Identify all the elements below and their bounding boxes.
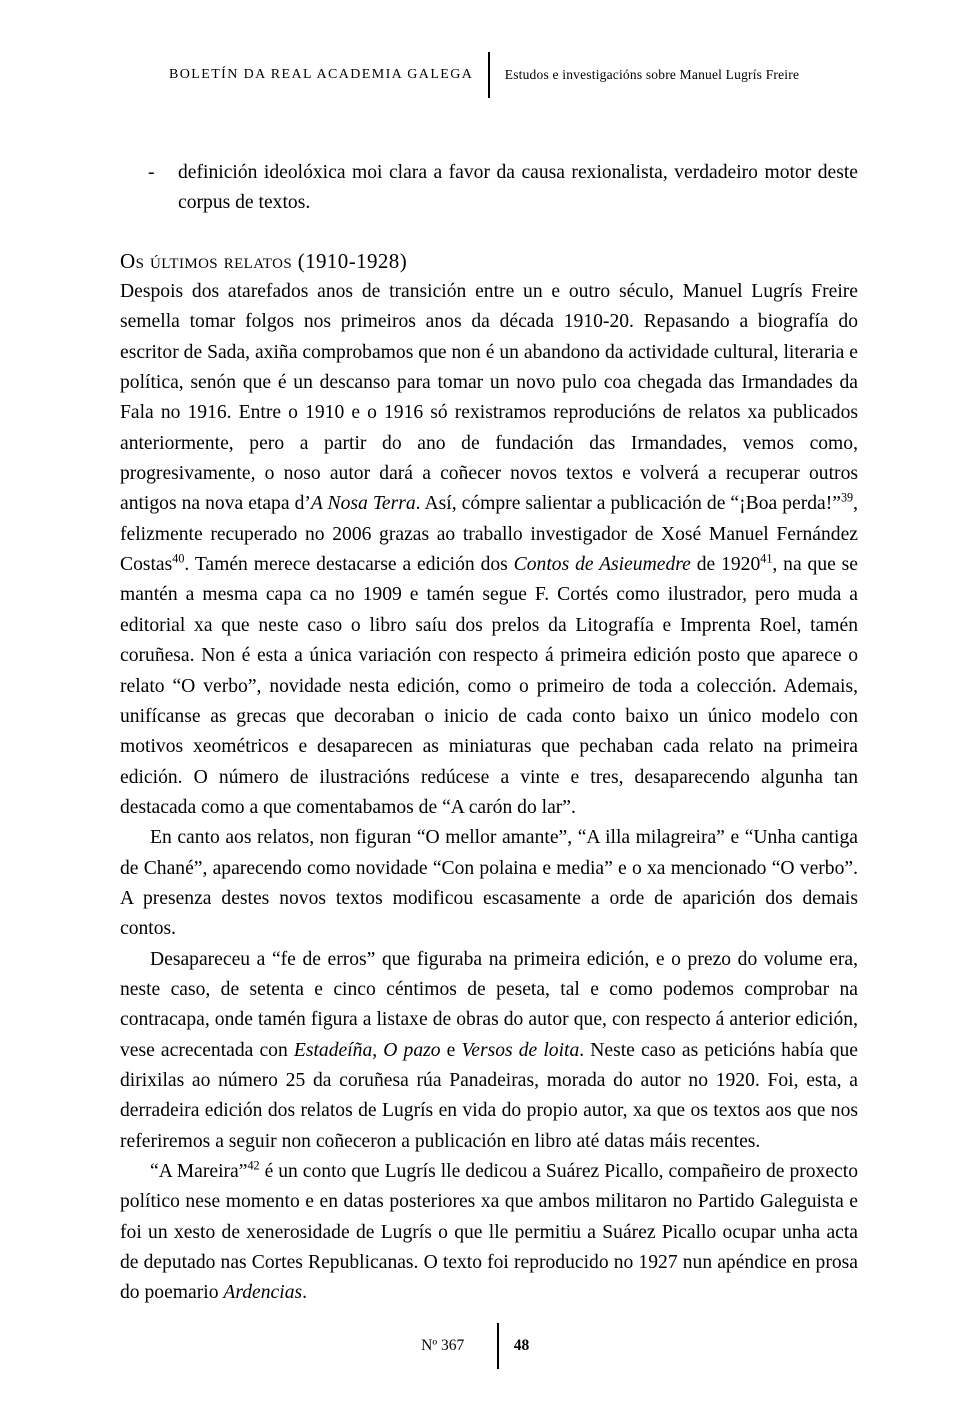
- text-segment: Ardencias: [223, 1282, 303, 1304]
- text-segment: Estadeíña: [293, 1039, 373, 1061]
- text-segment: O pazo: [383, 1039, 441, 1061]
- text-segment: Versos de loita: [461, 1039, 580, 1061]
- page-header: [120, 52, 858, 98]
- text-segment: , felizmente recuperado no 2006 grazas ao traballo investigador de Xosé Manuel Fernández Costas: [120, 493, 858, 576]
- footnote-ref: 41: [760, 551, 773, 566]
- text-segment: Contos de Asieumedre: [513, 554, 691, 576]
- text-segment: En canto aos relatos, non figuran “O mellor amante”, “A illa milagreira” e “Unha cantiga de Chané”, aparecendo como novidade “Con polaina e media” e o xa mencionado “O verbo”. A presenza destes novos textos modificou escasamente a orde de aparición dos demais contos.: [120, 827, 858, 940]
- text-segment: .: [302, 1282, 308, 1304]
- list-item: [120, 158, 858, 219]
- text-segment: e: [440, 1039, 462, 1061]
- section-title: Estudos e investigacións sobre Manuel Lugrís Freire: [504, 67, 800, 82]
- list-item-text: [178, 158, 858, 219]
- text-segment: ,: [372, 1039, 384, 1061]
- text-segment: . Neste caso as peticións había que dirixilas ao número 25 da coruñesa rúa Panadeiras, morada do autor no 1920. Foi, esta, a derradeira edición dos relatos de Lugrís en vida do propio autor, xa que os textos aos que nos referiremos a seguir non coñeceron a publicación en libro até datas máis recentes.: [120, 1039, 859, 1152]
- text-segment: A Nosa Terra: [310, 493, 416, 515]
- text-segment: é un conto que Lugrís lle dedicou a Suárez Picallo, compañeiro de proxecto político nese momento e en datas posteriores xa que ambos militaron no Partido Galeguista e foi un xesto de xenerosidade de Lugrís o que lle permitiu a Suárez Picallo ocupar unha acta de deputado nas Cortes Republicanas. O texto foi reproducido no 1927 nun apéndice en prosa do poemario: [120, 1161, 858, 1304]
- paragraph: [120, 945, 858, 1157]
- text-segment: . Así, cómpre salientar a publicación de “¡Boa perda!”: [415, 493, 841, 515]
- text-segment: de 1920: [690, 554, 761, 576]
- list-marker: -: [148, 162, 155, 183]
- text-segment: Desapareceu a “fe de erros” que figuraba na primeira edición, e o prezo do volume era, neste caso, de setenta e cinco céntimos de peseta, tal e como podemos comprobar na contracapa, onde tamén figura a listaxe de obras do autor que, con respecto á anterior edición, vese acrecentada con: [120, 948, 858, 1061]
- text-segment: definición ideolóxica moi clara a favor da causa rexionalista, verdadeiro motor deste corpus de textos.: [178, 162, 858, 214]
- page-footer: [120, 1322, 858, 1369]
- page-number: 48: [513, 1336, 530, 1354]
- section-heading: Os últimos relatos (1910-1928): [120, 248, 408, 273]
- paragraph: [120, 1157, 858, 1309]
- footnote-ref: 40: [172, 551, 185, 566]
- paragraph: [120, 823, 858, 944]
- body-text: [120, 158, 858, 1309]
- issue-number: Nº 367: [421, 1336, 465, 1354]
- text-segment: “A Mareira”: [150, 1161, 248, 1182]
- paragraph: [120, 277, 858, 823]
- footnote-ref: 39: [840, 490, 854, 505]
- footnote-ref: 42: [247, 1158, 260, 1173]
- journal-title: BOLETÍN DA REAL ACADEMIA GALEGA: [169, 67, 474, 82]
- text-segment: , na que se mantén a mesma capa ca no 1909 e tamén segue F. Cortés como ilustrador, pero muda a editorial xa que neste caso o libro saíu dos prelos da Litografía e Imprenta Roel, tamén coruñesa. Non é esta a única variación con respecto á primeira edición posto que aparece o relato “O verbo”, novidade nesta edición, como o primeiro de toda a colección. Ademais, unifícanse as grecas que decoraban o inicio de cada conto baixo un único modelo con motivos xeométricos e desaparecen as miniaturas que pechaban cada relato na primeira edición. O número de ilustracións redúcese a vinte e tres, desaparecendo algunha tan destacada como a que comentabamos de “A carón do lar”.: [120, 554, 859, 818]
- text-segment: . Tamén merece destacarse a edición dos: [184, 554, 514, 576]
- text-segment: Despois dos atarefados anos de transición entre un e outro século, Manuel Lugrís Freire semella tomar folgos nos primeiros anos da década 1910-20. Repasando a biografía do escritor de Sada, axiña comprobamos que non é un abandono da actividade cultural, literaria e política, senón que é un descanso para tomar un novo pulo coa chegada das Irmandades da Fala no 1916. Entre o 1910 e o 1916 só rexistramos reproducións de relatos xa publicados anteriormente, pero a partir do ano de fundación das Irmandades, vemos como, progresivamente, o noso autor dará a coñecer novos textos e volverá a recuperar outros antigos na nova etapa d’: [120, 281, 858, 515]
